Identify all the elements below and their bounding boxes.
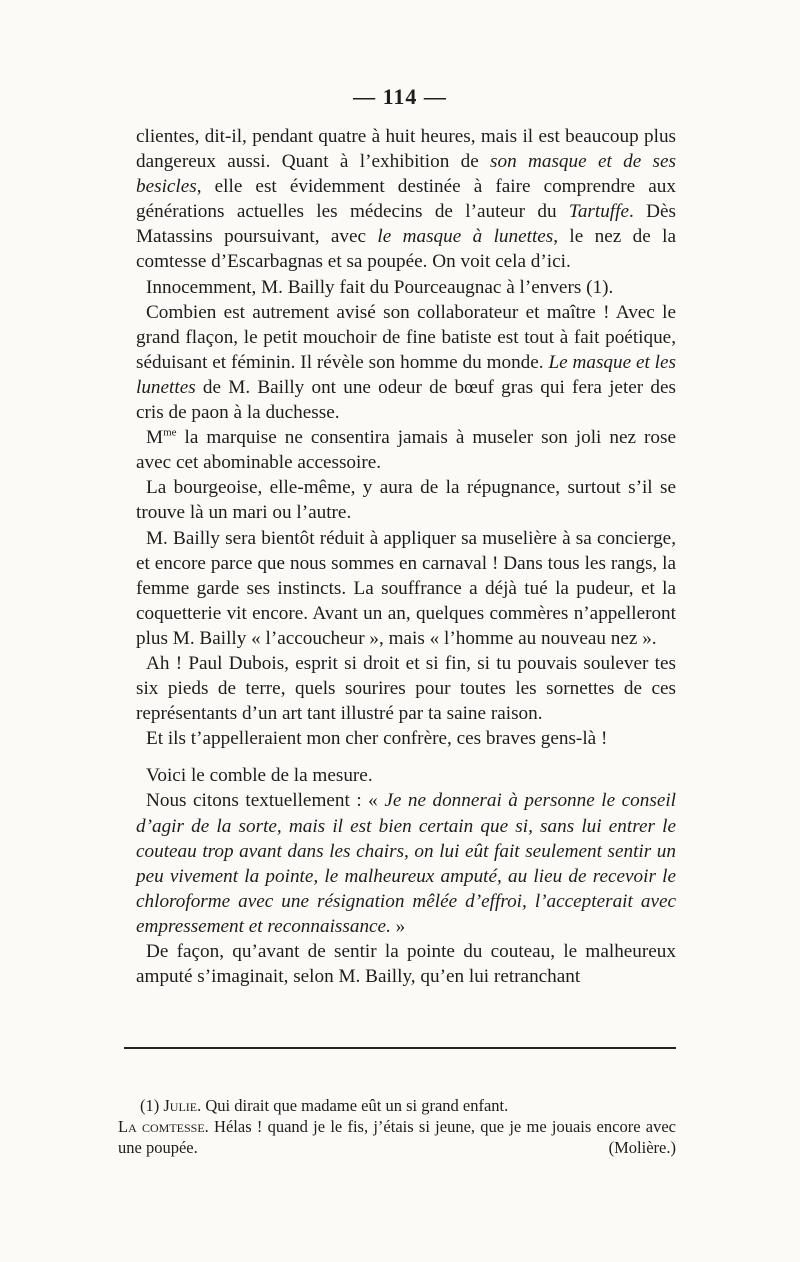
paragraph-6: M. Bailly sera bientôt réduit à appliquer sa muselière à sa concierge, et encore parce que nous sommes en carnaval ! Dans tous les rangs, la femme garde ses instincts. La souffrance a déjà tué la pudeur, et la coquetterie vit encore. Avant un an, quelques commères n’appelleront plus M. Bailly « l’accoucheur », mais « l’homme au nouveau nez ». (136, 527, 676, 649)
footnote (118, 1095, 676, 1158)
footnote-source: (Molière.) (608, 1138, 676, 1157)
italic-text: le masque à lunettes (377, 226, 554, 248)
paragraph-3: Combien est autrement avisé son collaborateur et maître ! Avec le grand flaçon, le petit mouchoir de fine batiste est tout à fait poétique, séduisant et féminin. Il révèle son homme du monde. Le masque et les lunettes de M. Bailly ont une odeur de bœuf gras qui fera jeter des cris de paon à la duchesse. (136, 301, 676, 424)
italic-text: son masque et de ses besicles (136, 151, 676, 198)
footnote-line-2: La comtesse. Hélas ! quand je le fis, j’étais si jeune, que je me jouais encore avec une poupée. (Molière.) (118, 1117, 676, 1157)
paragraph-11: De façon, qu’avant de sentir la pointe du couteau, le malheureux amputé s’imaginait, selon M. Bailly, qu’en lui retranchant (136, 941, 676, 988)
paragraph-2: Innocemment, M. Bailly fait du Pourceaugnac à l’envers (1). (146, 276, 614, 298)
page-number: — 114 — (353, 84, 447, 109)
footnote-divider (124, 1047, 676, 1049)
paragraph-7: Ah ! Paul Dubois, esprit si droit et si fin, si tu pouvais soulever tes six pieds de terre, quels sourires pour toutes les sornettes de ces représentants d’un art tant illustré par ta saine raison. (136, 652, 676, 725)
paragraph-5: La bourgeoise, elle-même, y aura de la répugnance, surtout s’il se trouve là un mari ou l’autre. (136, 477, 676, 524)
paragraph-8: Et ils t’appelleraient mon cher confrère, ces braves gens-là ! (146, 728, 608, 750)
italic-quote: Je ne donnerai à personne le conseil d’agir de la sorte, mais il est bien certain que si, sans lui entrer le couteau trop avant dans les chairs, on lui eût fait seulement sentir un peu vivement la pointe, le malheureux amputé, au lieu de recevoir le chloroforme avec une résignation mêlée d’effroi, l’accepterait avec empressement et reconnaissance. (136, 790, 676, 937)
paragraph-10: Nous citons textuellement : « Je ne donnerai à personne le conseil d’agir de la sorte, mais il est bien certain que si, sans lui entrer le couteau trop avant dans les chairs, on lui eût fait seulement sentir un peu vivement la pointe, le malheureux amputé, au lieu de recevoir le chloroforme avec une résignation mêlée d’effroi, l’accepterait avec empressement et reconnaissance. » (136, 790, 676, 937)
italic-text: Tartuffe (568, 201, 629, 223)
paragraph-1: clientes, dit-il, pendant quatre à huit heures, mais il est beaucoup plus dangereux aussi. Quant à l’exhibition de son masque et de ses besicles, elle est évidemment destinée à faire comprendre aux générations actuelles les médecins de l’auteur du Tartuffe. Dès Matassins poursuivant, avec le masque à lunettes, le nez de la comtesse d’Escarbagnas et sa poupée. On voit cela d’ici. (136, 126, 676, 273)
italic-text: Le masque et les lunettes (136, 351, 676, 398)
paragraph-9: Voici le comble de la mesure. (146, 765, 373, 787)
paragraph-4: $M^{me}$ la marquise ne consentira jamais à museler son joli nez rose avec cet abominable accessoire. (136, 426, 676, 474)
main-text (136, 124, 676, 989)
footnote-line-1: (1) Julie. Qui dirait que madame eût un si grand enfant. (140, 1096, 509, 1115)
